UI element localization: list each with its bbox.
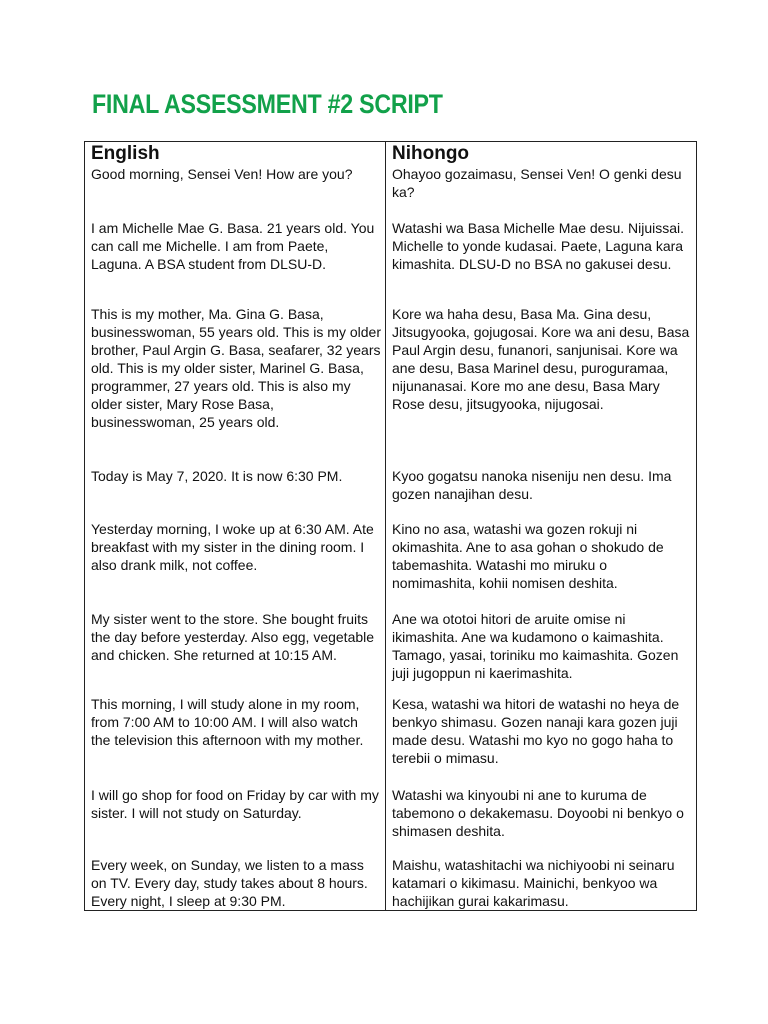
- table-row: [85, 165, 697, 219]
- english-cell: [85, 856, 386, 911]
- nihongo-text: Kino no asa, watashi wa gozen rokuji ni okimashita. Ane to asa gohan o shokudo de tabemashita. Watashi mo miruku o nomimashita, kohii nomisen deshita.: [392, 521, 664, 591]
- document-title: FINAL ASSESSMENT #2 SCRIPT: [92, 89, 443, 119]
- english-cell: [85, 467, 386, 520]
- nihongo-text: Ohayoo gozaimasu, Sensei Ven! O genki desu ka?: [392, 166, 682, 200]
- table-row: [85, 305, 697, 467]
- english-text: Yesterday morning, I woke up at 6:30 AM. Ate breakfast with my sister in the dining room. I also drank milk, not coffee.: [91, 521, 374, 573]
- nihongo-cell: [386, 305, 697, 467]
- nihongo-text: Kore wa haha desu, Basa Ma. Gina desu, Jitsugyooka, gojugosai. Kore wa ani desu, Basa Paul Argin desu, funanori, sanjunisai. Kore wa ane desu, Basa Marinel desu, puroguramaa, nijunanasai. Kore mo ane desu, Basa Mary Rose desu, jitsugyooka, nijugosai.: [392, 306, 690, 412]
- nihongo-column-header: Nihongo: [386, 142, 697, 166]
- nihongo-cell: [386, 610, 697, 695]
- table-row: [85, 786, 697, 856]
- table-row: [85, 219, 697, 305]
- table-row: [85, 610, 697, 695]
- table-row: [85, 520, 697, 610]
- nihongo-cell: [386, 856, 697, 911]
- table-row: [85, 856, 697, 911]
- nihongo-cell: [386, 786, 697, 856]
- english-cell: [85, 219, 386, 305]
- nihongo-text: Watashi wa kinyoubi ni ane to kuruma de tabemono o dekakemasu. Doyoobi ni benkyo o shimasen deshita.: [392, 787, 684, 839]
- english-text: Today is May 7, 2020. It is now 6:30 PM.: [91, 468, 343, 484]
- english-column-header: English: [85, 142, 386, 166]
- nihongo-cell: [386, 467, 697, 520]
- table-row: [85, 467, 697, 520]
- english-text: I will go shop for food on Friday by car with my sister. I will not study on Saturday.: [91, 787, 379, 821]
- english-text: My sister went to the store. She bought fruits the day before yesterday. Also egg, vegetable and chicken. She returned at 10:15 AM.: [91, 611, 375, 663]
- nihongo-text: Maishu, watashitachi wa nichiyoobi ni seinaru katamari o kikimasu. Mainichi, benkyoo wa hachijikan gurai kakarimasu.: [392, 857, 675, 909]
- header-row: [85, 142, 697, 166]
- nihongo-cell: [386, 219, 697, 305]
- nihongo-cell: [386, 695, 697, 786]
- english-cell: [85, 520, 386, 610]
- english-text: Good morning, Sensei Ven! How are you?: [91, 166, 353, 182]
- english-text: This is my mother, Ma. Gina G. Basa, businesswoman, 55 years old. This is my older brother, Paul Argin G. Basa, seafarer, 32 years old. This is my older sister, Marinel G. Basa, programmer, 27 years old. This is also my older sister, Mary Rose Basa, businesswoman, 25 years old.: [91, 306, 381, 430]
- nihongo-text: Ane wa ototoi hitori de aruite omise ni ikimashita. Ane wa kudamono o kaimashita. Tamago, yasai, toriniku mo kaimashita. Gozen juji jugoppun ni kaerimashita.: [392, 611, 679, 681]
- english-cell: [85, 786, 386, 856]
- english-text: Every week, on Sunday, we listen to a mass on TV. Every day, study takes about 8 hours. Every night, I sleep at 9:30 PM.: [91, 857, 368, 909]
- script-table: [84, 141, 697, 911]
- english-cell: [85, 305, 386, 467]
- english-text: This morning, I will study alone in my room, from 7:00 AM to 10:00 AM. I will also watch the television this afternoon with my mother.: [91, 696, 364, 748]
- english-text: I am Michelle Mae G. Basa. 21 years old. You can call me Michelle. I am from Paete, Laguna. A BSA student from DLSU-D.: [91, 220, 375, 272]
- english-cell: [85, 165, 386, 219]
- english-cell: [85, 610, 386, 695]
- nihongo-text: Kesa, watashi wa hitori de watashi no heya de benkyo shimasu. Gozen nanaji kara gozen juji made desu. Watashi mo kyo no gogo haha to terebii o mimasu.: [392, 696, 680, 766]
- nihongo-cell: [386, 165, 697, 219]
- nihongo-text: Kyoo gogatsu nanoka niseniju nen desu. Ima gozen nanajihan desu.: [392, 468, 672, 502]
- table-row: [85, 695, 697, 786]
- nihongo-cell: [386, 520, 697, 610]
- nihongo-text: Watashi wa Basa Michelle Mae desu. Nijuissai. Michelle to yonde kudasai. Paete, Laguna kara kimashita. DLSU-D no BSA no gakusei desu.: [392, 220, 685, 272]
- english-cell: [85, 695, 386, 786]
